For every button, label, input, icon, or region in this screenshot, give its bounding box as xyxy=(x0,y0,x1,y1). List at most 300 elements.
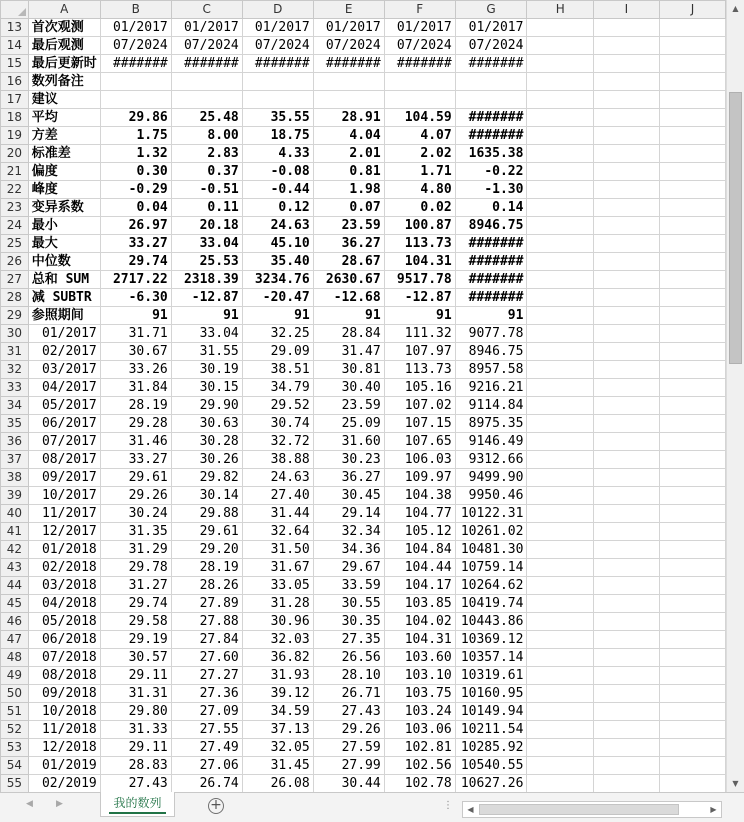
cell-h[interactable] xyxy=(527,379,594,397)
cell-d[interactable]: 36.82 xyxy=(242,649,313,667)
cell-f[interactable]: 106.03 xyxy=(384,451,455,469)
row-header[interactable]: 26 xyxy=(1,253,29,271)
cell-g[interactable]: -0.22 xyxy=(455,163,527,181)
cell-h[interactable] xyxy=(527,685,594,703)
cell-b[interactable]: 26.97 xyxy=(100,217,171,235)
column-header-d[interactable]: D xyxy=(242,1,313,19)
cell-c[interactable]: 30.28 xyxy=(171,433,242,451)
cell-d[interactable]: 32.25 xyxy=(242,325,313,343)
cell-d[interactable]: ####### xyxy=(242,55,313,73)
cell-f[interactable]: 102.56 xyxy=(384,757,455,775)
cell-e[interactable]: 31.60 xyxy=(313,433,384,451)
cell-c[interactable]: 27.27 xyxy=(171,667,242,685)
cell-b[interactable]: 0.04 xyxy=(100,199,171,217)
cell-j[interactable] xyxy=(659,613,725,631)
cell-b[interactable]: 31.46 xyxy=(100,433,171,451)
cell-a[interactable]: 标准差 xyxy=(28,145,100,163)
tab-split-handle[interactable]: ⋮ xyxy=(443,800,452,811)
sheet-tab-active[interactable]: 我的数列 xyxy=(100,792,175,817)
cell-j[interactable] xyxy=(659,775,725,793)
cell-a[interactable]: 12/2018 xyxy=(28,739,100,757)
cell-j[interactable] xyxy=(659,757,725,775)
row-header[interactable]: 44 xyxy=(1,577,29,595)
cell-h[interactable] xyxy=(527,541,594,559)
cell-e[interactable]: 30.55 xyxy=(313,595,384,613)
cell-f[interactable]: 107.65 xyxy=(384,433,455,451)
cell-e[interactable]: 4.04 xyxy=(313,127,384,145)
cell-j[interactable] xyxy=(659,127,725,145)
cell-d[interactable]: 07/2024 xyxy=(242,37,313,55)
cell-b[interactable]: 31.84 xyxy=(100,379,171,397)
cell-g[interactable]: ####### xyxy=(455,253,527,271)
row-header[interactable]: 40 xyxy=(1,505,29,523)
cell-i[interactable] xyxy=(593,37,659,55)
cell-d[interactable]: 32.03 xyxy=(242,631,313,649)
cell-f[interactable]: 107.15 xyxy=(384,415,455,433)
cell-f[interactable]: 104.59 xyxy=(384,109,455,127)
cell-b[interactable]: 91 xyxy=(100,307,171,325)
cell-e[interactable]: 26.56 xyxy=(313,649,384,667)
cell-h[interactable] xyxy=(527,757,594,775)
cell-i[interactable] xyxy=(593,361,659,379)
cell-d[interactable] xyxy=(242,73,313,91)
cell-a[interactable]: 最后观测 xyxy=(28,37,100,55)
cell-f[interactable]: 113.73 xyxy=(384,235,455,253)
cell-c[interactable]: 33.04 xyxy=(171,325,242,343)
cell-d[interactable]: 18.75 xyxy=(242,127,313,145)
cell-e[interactable]: 33.59 xyxy=(313,577,384,595)
cell-a[interactable]: 11/2018 xyxy=(28,721,100,739)
cell-b[interactable]: 29.19 xyxy=(100,631,171,649)
cell-c[interactable]: -12.87 xyxy=(171,289,242,307)
cell-h[interactable] xyxy=(527,775,594,793)
cell-e[interactable]: 27.99 xyxy=(313,757,384,775)
cell-d[interactable]: 35.55 xyxy=(242,109,313,127)
cell-e[interactable]: 26.71 xyxy=(313,685,384,703)
cell-h[interactable] xyxy=(527,613,594,631)
cell-j[interactable] xyxy=(659,469,725,487)
cell-b[interactable]: 0.30 xyxy=(100,163,171,181)
row-header[interactable]: 18 xyxy=(1,109,29,127)
vertical-scrollbar[interactable] xyxy=(726,0,744,792)
cell-b[interactable]: 29.86 xyxy=(100,109,171,127)
cell-b[interactable]: 33.27 xyxy=(100,451,171,469)
column-header-f[interactable]: F xyxy=(384,1,455,19)
cell-a[interactable]: 偏度 xyxy=(28,163,100,181)
cell-a[interactable]: 06/2017 xyxy=(28,415,100,433)
cell-f[interactable]: 4.07 xyxy=(384,127,455,145)
row-header[interactable]: 39 xyxy=(1,487,29,505)
cell-e[interactable]: 29.67 xyxy=(313,559,384,577)
cell-b[interactable]: ####### xyxy=(100,55,171,73)
cell-j[interactable] xyxy=(659,19,725,37)
cell-j[interactable] xyxy=(659,91,725,109)
cell-f[interactable]: 104.02 xyxy=(384,613,455,631)
cell-d[interactable]: 34.79 xyxy=(242,379,313,397)
cell-j[interactable] xyxy=(659,541,725,559)
cell-e[interactable]: 2630.67 xyxy=(313,271,384,289)
cell-f[interactable]: 01/2017 xyxy=(384,19,455,37)
row-header[interactable]: 37 xyxy=(1,451,29,469)
cell-f[interactable]: 103.75 xyxy=(384,685,455,703)
cell-f[interactable] xyxy=(384,91,455,109)
cell-g[interactable]: 8975.35 xyxy=(455,415,527,433)
cell-a[interactable]: 03/2017 xyxy=(28,361,100,379)
cell-g[interactable]: 9312.66 xyxy=(455,451,527,469)
column-header-e[interactable]: E xyxy=(313,1,384,19)
cell-a[interactable]: 10/2018 xyxy=(28,703,100,721)
cell-i[interactable] xyxy=(593,775,659,793)
cell-i[interactable] xyxy=(593,91,659,109)
cell-e[interactable]: 1.98 xyxy=(313,181,384,199)
cell-j[interactable] xyxy=(659,685,725,703)
cell-j[interactable] xyxy=(659,361,725,379)
cell-f[interactable]: 4.80 xyxy=(384,181,455,199)
cell-i[interactable] xyxy=(593,739,659,757)
row-header[interactable]: 34 xyxy=(1,397,29,415)
cell-i[interactable] xyxy=(593,127,659,145)
cell-i[interactable] xyxy=(593,433,659,451)
row-header[interactable]: 15 xyxy=(1,55,29,73)
cell-c[interactable]: 30.15 xyxy=(171,379,242,397)
row-header[interactable]: 29 xyxy=(1,307,29,325)
cell-b[interactable]: 2717.22 xyxy=(100,271,171,289)
cell-i[interactable] xyxy=(593,703,659,721)
row-header[interactable]: 24 xyxy=(1,217,29,235)
cell-f[interactable]: 1.71 xyxy=(384,163,455,181)
cell-g[interactable]: 10261.02 xyxy=(455,523,527,541)
cell-d[interactable]: 24.63 xyxy=(242,217,313,235)
cell-g[interactable]: 10149.94 xyxy=(455,703,527,721)
cell-g[interactable]: ####### xyxy=(455,235,527,253)
column-header-j[interactable]: J xyxy=(659,1,725,19)
cell-h[interactable] xyxy=(527,523,594,541)
row-header[interactable]: 51 xyxy=(1,703,29,721)
cell-c[interactable]: 30.14 xyxy=(171,487,242,505)
cell-i[interactable] xyxy=(593,397,659,415)
cell-a[interactable]: 04/2017 xyxy=(28,379,100,397)
cell-i[interactable] xyxy=(593,163,659,181)
cell-d[interactable]: 31.28 xyxy=(242,595,313,613)
cell-f[interactable]: 104.31 xyxy=(384,253,455,271)
cell-b[interactable]: 29.78 xyxy=(100,559,171,577)
cell-d[interactable]: 30.74 xyxy=(242,415,313,433)
cell-c[interactable]: 27.84 xyxy=(171,631,242,649)
cell-a[interactable]: 03/2018 xyxy=(28,577,100,595)
cell-c[interactable] xyxy=(171,91,242,109)
cell-a[interactable]: 12/2017 xyxy=(28,523,100,541)
cell-d[interactable]: 39.12 xyxy=(242,685,313,703)
cell-j[interactable] xyxy=(659,73,725,91)
row-header[interactable]: 46 xyxy=(1,613,29,631)
cell-e[interactable]: 30.45 xyxy=(313,487,384,505)
cell-b[interactable]: 29.11 xyxy=(100,739,171,757)
cell-a[interactable]: 09/2018 xyxy=(28,685,100,703)
cell-f[interactable]: ####### xyxy=(384,55,455,73)
row-header[interactable]: 41 xyxy=(1,523,29,541)
cell-h[interactable] xyxy=(527,469,594,487)
cell-c[interactable]: 33.04 xyxy=(171,235,242,253)
cell-j[interactable] xyxy=(659,289,725,307)
cell-e[interactable]: 2.01 xyxy=(313,145,384,163)
cell-c[interactable]: 29.61 xyxy=(171,523,242,541)
cell-g[interactable]: 10319.61 xyxy=(455,667,527,685)
cell-g[interactable]: 9950.46 xyxy=(455,487,527,505)
cell-e[interactable]: 30.23 xyxy=(313,451,384,469)
cell-c[interactable]: 29.88 xyxy=(171,505,242,523)
cell-b[interactable]: 07/2024 xyxy=(100,37,171,55)
cell-f[interactable]: 104.84 xyxy=(384,541,455,559)
cell-c[interactable]: 2318.39 xyxy=(171,271,242,289)
row-header[interactable]: 48 xyxy=(1,649,29,667)
cell-j[interactable] xyxy=(659,595,725,613)
cell-j[interactable] xyxy=(659,199,725,217)
cell-f[interactable]: 107.02 xyxy=(384,397,455,415)
cell-e[interactable]: 23.59 xyxy=(313,217,384,235)
cell-a[interactable]: 07/2017 xyxy=(28,433,100,451)
column-header-a[interactable]: A xyxy=(28,1,100,19)
cell-i[interactable] xyxy=(593,757,659,775)
row-header[interactable]: 30 xyxy=(1,325,29,343)
cell-j[interactable] xyxy=(659,415,725,433)
cell-j[interactable] xyxy=(659,631,725,649)
cell-g[interactable]: 0.14 xyxy=(455,199,527,217)
cell-b[interactable]: 29.80 xyxy=(100,703,171,721)
cell-a[interactable]: 01/2019 xyxy=(28,757,100,775)
cell-a[interactable]: 数列备注 xyxy=(28,73,100,91)
cell-g[interactable]: 10122.31 xyxy=(455,505,527,523)
cell-e[interactable]: 29.26 xyxy=(313,721,384,739)
cell-i[interactable] xyxy=(593,325,659,343)
cell-d[interactable]: 31.93 xyxy=(242,667,313,685)
cell-h[interactable] xyxy=(527,109,594,127)
cell-g[interactable]: 10419.74 xyxy=(455,595,527,613)
cell-c[interactable]: 25.48 xyxy=(171,109,242,127)
column-header-h[interactable]: H xyxy=(527,1,594,19)
cell-c[interactable]: 28.26 xyxy=(171,577,242,595)
cell-g[interactable]: 10264.62 xyxy=(455,577,527,595)
cell-j[interactable] xyxy=(659,163,725,181)
plus-circle-icon[interactable]: + xyxy=(208,798,224,814)
cell-j[interactable] xyxy=(659,703,725,721)
cell-j[interactable] xyxy=(659,559,725,577)
cell-i[interactable] xyxy=(593,271,659,289)
cell-g[interactable]: ####### xyxy=(455,127,527,145)
cell-b[interactable]: 33.27 xyxy=(100,235,171,253)
cell-j[interactable] xyxy=(659,217,725,235)
cell-h[interactable] xyxy=(527,505,594,523)
cell-c[interactable]: 28.19 xyxy=(171,559,242,577)
row-header[interactable]: 31 xyxy=(1,343,29,361)
cell-d[interactable]: 31.44 xyxy=(242,505,313,523)
cell-g[interactable]: ####### xyxy=(455,109,527,127)
cell-j[interactable] xyxy=(659,37,725,55)
cell-c[interactable]: ####### xyxy=(171,55,242,73)
row-header[interactable]: 43 xyxy=(1,559,29,577)
row-header[interactable]: 54 xyxy=(1,757,29,775)
cell-b[interactable]: 30.67 xyxy=(100,343,171,361)
cell-e[interactable]: 29.14 xyxy=(313,505,384,523)
cell-a[interactable]: 方差 xyxy=(28,127,100,145)
cell-a[interactable]: 01/2017 xyxy=(28,325,100,343)
cell-g[interactable]: 10369.12 xyxy=(455,631,527,649)
cell-f[interactable]: 0.02 xyxy=(384,199,455,217)
cell-i[interactable] xyxy=(593,145,659,163)
cell-a[interactable]: 建议 xyxy=(28,91,100,109)
row-header[interactable]: 23 xyxy=(1,199,29,217)
cell-h[interactable] xyxy=(527,271,594,289)
cell-d[interactable]: 32.64 xyxy=(242,523,313,541)
cell-d[interactable] xyxy=(242,91,313,109)
cell-a[interactable]: 首次观测 xyxy=(28,19,100,37)
cell-j[interactable] xyxy=(659,577,725,595)
cell-a[interactable]: 08/2017 xyxy=(28,451,100,469)
cell-h[interactable] xyxy=(527,595,594,613)
cell-g[interactable]: 10211.54 xyxy=(455,721,527,739)
cell-d[interactable]: 38.88 xyxy=(242,451,313,469)
cell-i[interactable] xyxy=(593,721,659,739)
cell-h[interactable] xyxy=(527,163,594,181)
cell-f[interactable]: 107.97 xyxy=(384,343,455,361)
cell-j[interactable] xyxy=(659,451,725,469)
cell-h[interactable] xyxy=(527,73,594,91)
cell-i[interactable] xyxy=(593,469,659,487)
cell-f[interactable]: 9517.78 xyxy=(384,271,455,289)
cell-j[interactable] xyxy=(659,145,725,163)
cell-j[interactable] xyxy=(659,487,725,505)
cell-f[interactable]: 104.17 xyxy=(384,577,455,595)
cell-d[interactable]: 31.50 xyxy=(242,541,313,559)
cell-b[interactable] xyxy=(100,73,171,91)
cell-b[interactable]: 29.74 xyxy=(100,595,171,613)
cell-a[interactable]: 02/2018 xyxy=(28,559,100,577)
cell-d[interactable]: -20.47 xyxy=(242,289,313,307)
cell-b[interactable]: 28.83 xyxy=(100,757,171,775)
cell-i[interactable] xyxy=(593,109,659,127)
row-header[interactable]: 13 xyxy=(1,19,29,37)
cell-e[interactable]: 30.35 xyxy=(313,613,384,631)
cell-i[interactable] xyxy=(593,505,659,523)
cell-a[interactable]: 06/2018 xyxy=(28,631,100,649)
scroll-up-icon[interactable]: ▲ xyxy=(732,4,739,13)
cell-d[interactable]: 45.10 xyxy=(242,235,313,253)
horizontal-scroll-thumb[interactable] xyxy=(479,804,679,815)
cell-d[interactable]: -0.44 xyxy=(242,181,313,199)
cell-h[interactable] xyxy=(527,217,594,235)
cell-d[interactable]: 4.33 xyxy=(242,145,313,163)
cell-b[interactable]: 29.26 xyxy=(100,487,171,505)
cell-h[interactable] xyxy=(527,433,594,451)
row-header[interactable]: 38 xyxy=(1,469,29,487)
cell-b[interactable]: 33.26 xyxy=(100,361,171,379)
cell-a[interactable]: 07/2018 xyxy=(28,649,100,667)
cell-f[interactable]: 103.24 xyxy=(384,703,455,721)
column-header-i[interactable]: I xyxy=(593,1,659,19)
cell-h[interactable] xyxy=(527,199,594,217)
cell-i[interactable] xyxy=(593,217,659,235)
cell-e[interactable]: 91 xyxy=(313,307,384,325)
cell-c[interactable]: 27.49 xyxy=(171,739,242,757)
cell-e[interactable]: 30.40 xyxy=(313,379,384,397)
cell-a[interactable]: 11/2017 xyxy=(28,505,100,523)
row-header[interactable]: 20 xyxy=(1,145,29,163)
cell-i[interactable] xyxy=(593,595,659,613)
cell-i[interactable] xyxy=(593,487,659,505)
cell-c[interactable]: 27.36 xyxy=(171,685,242,703)
cell-g[interactable]: 10481.30 xyxy=(455,541,527,559)
cell-a[interactable]: 04/2018 xyxy=(28,595,100,613)
cell-e[interactable]: 07/2024 xyxy=(313,37,384,55)
cell-b[interactable]: 29.28 xyxy=(100,415,171,433)
cell-j[interactable] xyxy=(659,235,725,253)
cell-i[interactable] xyxy=(593,343,659,361)
cell-f[interactable]: 103.06 xyxy=(384,721,455,739)
cell-d[interactable]: 3234.76 xyxy=(242,271,313,289)
cell-c[interactable]: 29.82 xyxy=(171,469,242,487)
cell-j[interactable] xyxy=(659,55,725,73)
cell-d[interactable]: 35.40 xyxy=(242,253,313,271)
cell-e[interactable]: 28.10 xyxy=(313,667,384,685)
cell-i[interactable] xyxy=(593,523,659,541)
chevron-left-icon[interactable]: ◀ xyxy=(26,799,33,809)
cell-b[interactable]: 28.19 xyxy=(100,397,171,415)
cell-e[interactable]: 32.34 xyxy=(313,523,384,541)
row-header[interactable]: 22 xyxy=(1,181,29,199)
cell-e[interactable] xyxy=(313,91,384,109)
cell-f[interactable]: -12.87 xyxy=(384,289,455,307)
cell-j[interactable] xyxy=(659,505,725,523)
cell-i[interactable] xyxy=(593,307,659,325)
cell-g[interactable]: 1635.38 xyxy=(455,145,527,163)
cell-h[interactable] xyxy=(527,325,594,343)
cell-h[interactable] xyxy=(527,235,594,253)
cell-c[interactable]: 27.09 xyxy=(171,703,242,721)
cell-j[interactable] xyxy=(659,739,725,757)
cell-f[interactable] xyxy=(384,73,455,91)
cell-g[interactable]: ####### xyxy=(455,289,527,307)
cell-a[interactable]: 最后更新时 xyxy=(28,55,100,73)
cell-c[interactable]: 30.19 xyxy=(171,361,242,379)
cell-e[interactable]: 36.27 xyxy=(313,235,384,253)
row-header[interactable]: 21 xyxy=(1,163,29,181)
cell-g[interactable]: 9146.49 xyxy=(455,433,527,451)
cell-c[interactable]: 26.74 xyxy=(171,775,242,793)
cell-j[interactable] xyxy=(659,721,725,739)
row-header[interactable]: 14 xyxy=(1,37,29,55)
cell-g[interactable]: 10627.26 xyxy=(455,775,527,793)
cell-i[interactable] xyxy=(593,235,659,253)
cell-e[interactable]: 01/2017 xyxy=(313,19,384,37)
cell-a[interactable]: 最大 xyxy=(28,235,100,253)
cell-g[interactable]: -1.30 xyxy=(455,181,527,199)
cell-c[interactable]: 27.55 xyxy=(171,721,242,739)
cell-b[interactable]: 31.29 xyxy=(100,541,171,559)
cell-a[interactable]: 峰度 xyxy=(28,181,100,199)
cell-i[interactable] xyxy=(593,73,659,91)
cell-f[interactable]: 2.02 xyxy=(384,145,455,163)
cell-a[interactable]: 09/2017 xyxy=(28,469,100,487)
cell-g[interactable] xyxy=(455,91,527,109)
cell-h[interactable] xyxy=(527,361,594,379)
cell-b[interactable]: 31.31 xyxy=(100,685,171,703)
row-header[interactable]: 27 xyxy=(1,271,29,289)
row-header[interactable]: 42 xyxy=(1,541,29,559)
cell-i[interactable] xyxy=(593,379,659,397)
cell-c[interactable]: 30.63 xyxy=(171,415,242,433)
cell-c[interactable]: 01/2017 xyxy=(171,19,242,37)
cell-h[interactable] xyxy=(527,703,594,721)
cell-a[interactable]: 减 SUBTR xyxy=(28,289,100,307)
